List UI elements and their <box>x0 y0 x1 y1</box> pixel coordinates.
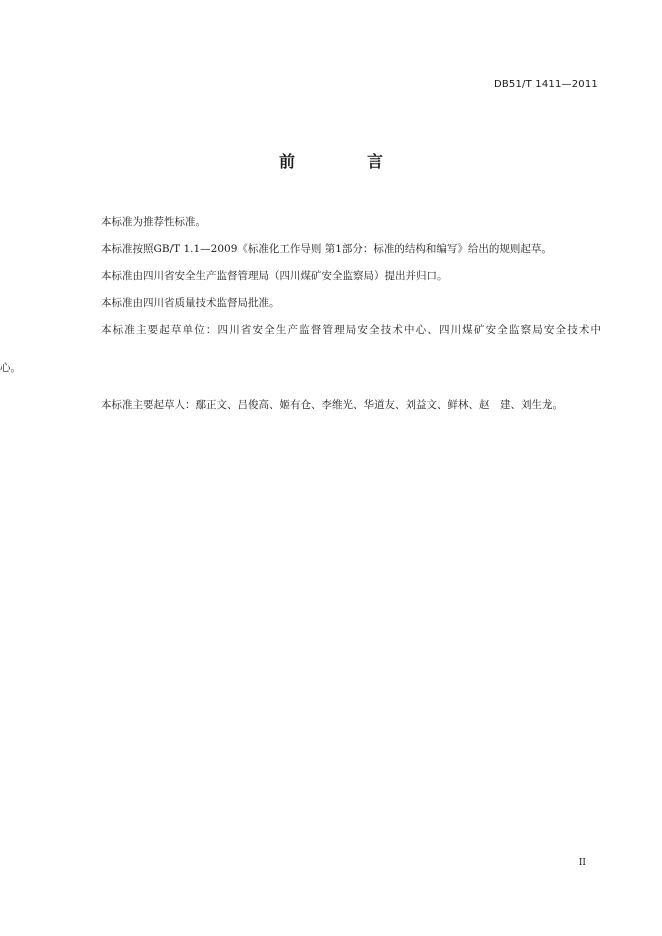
paragraph-approver: 本标准由四川省质量技术监督局批准。 <box>101 297 280 309</box>
page-number: II <box>578 858 586 868</box>
paragraph-drafting-rules: 本标准按照GB/T 1.1—2009《标准化工作导则 第1部分：标准的结构和编写》给出的规则起草。 <box>101 243 552 255</box>
paragraph-proposer: 本标准由四川省安全生产监督管理局（四川煤矿安全监察局）提出并归口。 <box>101 270 448 282</box>
page-title: 前 言 <box>278 152 411 171</box>
paragraph-drafters: 本标准主要起草人：鄢正文、吕俊高、姬有仓、李维光、华道友、刘益文、鲜林、赵 建、刘生龙。 <box>101 399 563 411</box>
document-code: DB51/T 1411—2011 <box>493 79 598 90</box>
foreword-body <box>0 209 601 419</box>
paragraph-drafting-units-continued: 心。 <box>0 361 21 374</box>
paragraph-recommended: 本标准为推荐性标准。 <box>101 216 206 228</box>
paragraph-drafting-units: 本标准主要起草单位：四川省安全生产监督管理局安全技术中心、四川煤矿安全监察局安全技术中 <box>101 324 601 336</box>
